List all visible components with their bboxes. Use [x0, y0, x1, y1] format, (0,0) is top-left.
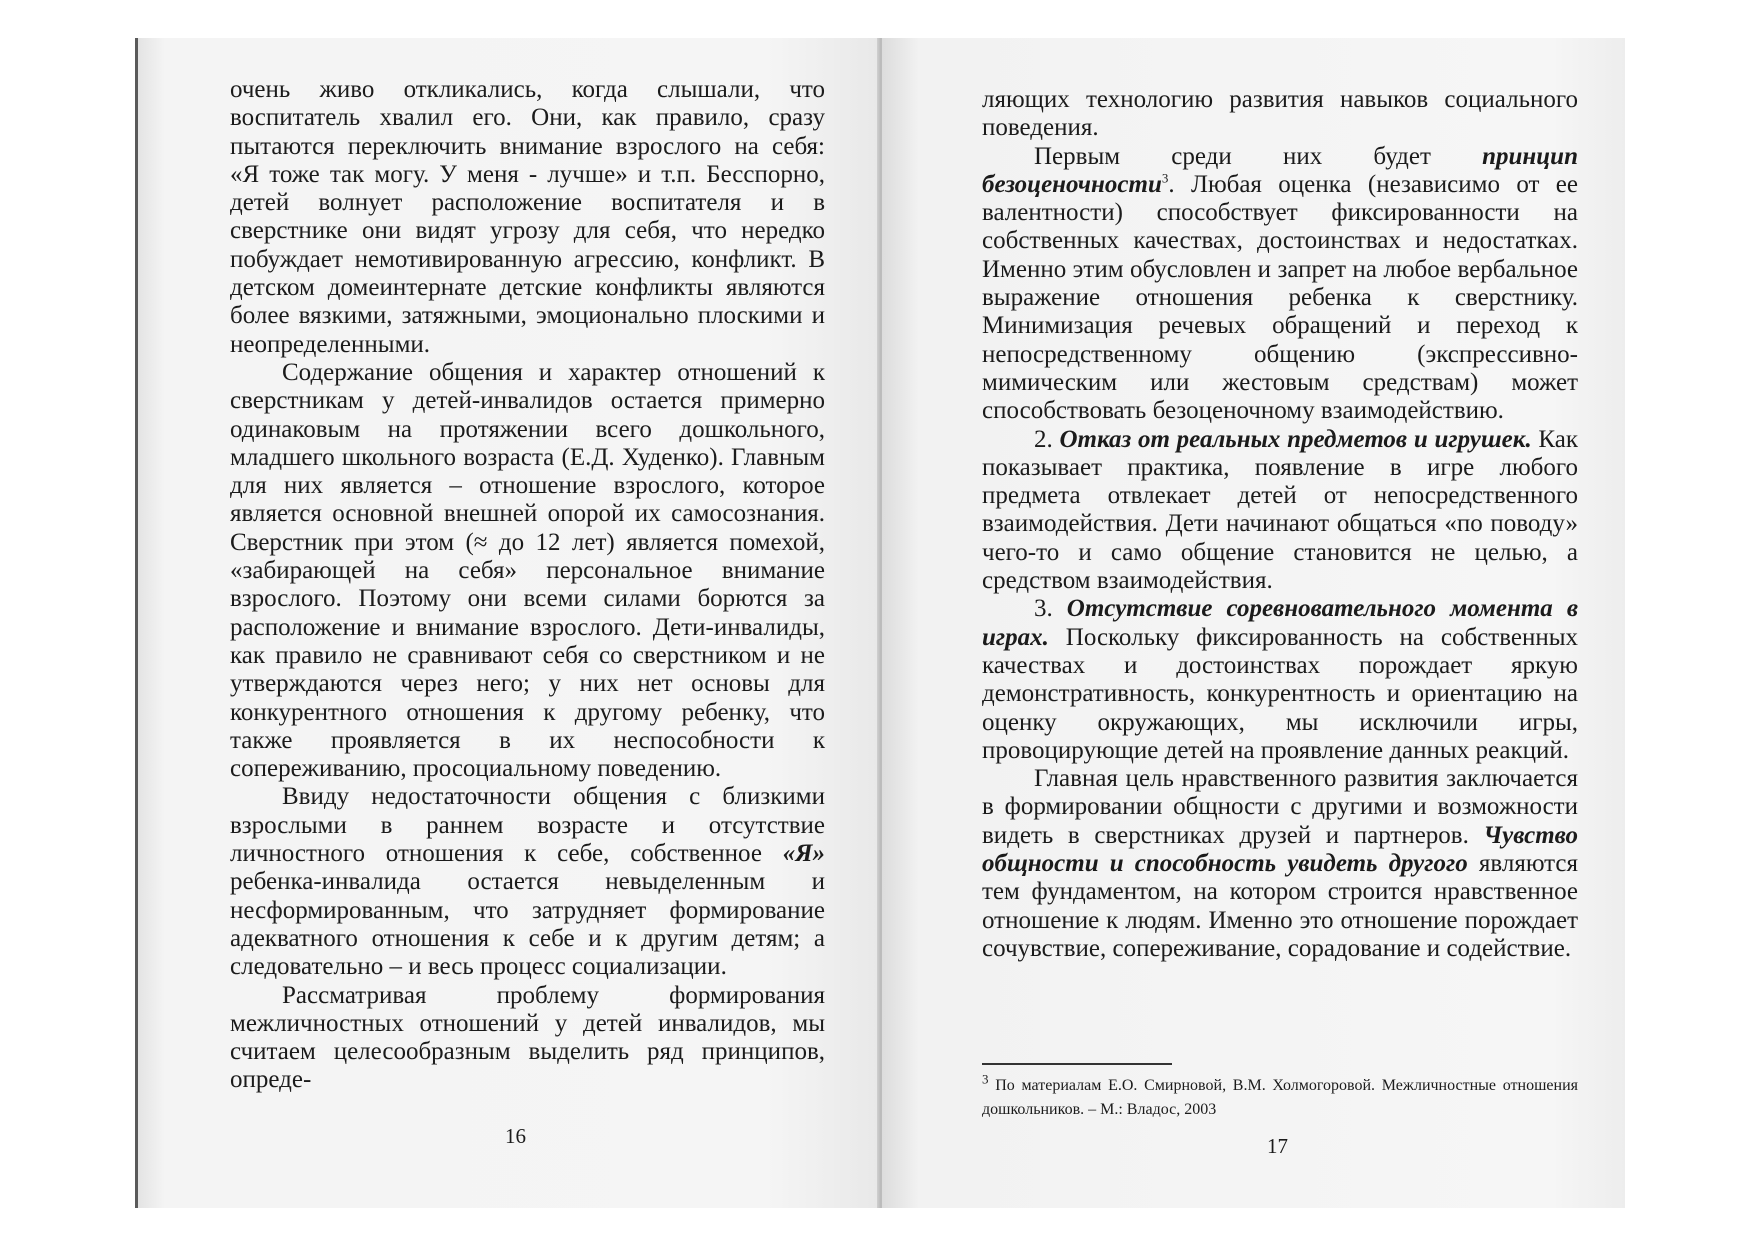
page-number: 17: [1267, 1134, 1288, 1158]
page-number: 16: [505, 1124, 526, 1148]
paragraph: Первым среди них будет принцип безоценочности$^3$. Любая оценка (независимо от ее валентности) способствует фиксированности на собственных качествах, достоинствах и недостатках. Именно этим обусловлен и запрет на любое вербальное выражение отношения ребенка к сверстнику. Минимизация речевых обращений и переход к непосредственному общению (экспрессивно-мимическим или жестовым средствам) может способствовать безоценочному взаимодействию.: [982, 142, 1578, 425]
paragraph: Содержание общения и характер отношений к сверстникам у детей-инвалидов остается примерно одинаковым на протяжении всего дошкольного, младшего школьного возраста (Е.Д. Худенко). Главным для них является – отношение взрослого, которое является основной внешней опорой их самосознания. Сверстник при этом (≈ до 12 лет) является помехой, «забирающей на себя» персональное внимание взрослого. Поэтому они всеми силами борются за расположение и внимание взрослого. Дети-инвалиды, как правило не сравнивают себя со сверстником и не утверждаются через него; у них нет основы для конкурентного отношения к другому ребенку, что также проявляется в их неспособности к сопереживанию, просоциальному поведению.: [230, 358, 825, 783]
paragraph: Ввиду недостаточности общения с близкими взрослыми в раннем возрасте и отсутствие личностного отношения к себе, собственное «Я» ребенка-инвалида остается невыделенным и несформированным, что затрудняет формирование адекватного отношения к себе и к другим детям; а следовательно – и весь процесс социализации.: [230, 783, 825, 981]
footnote-ref: 3: [1161, 170, 1169, 186]
paragraph: 2. Отказ от реальных предметов и игрушек. Как показывает практика, появление в игре любого предмета отвлекает детей от непосредственного взаимодействия. Дети начинают общаться «по поводу» чего-то и само общение становится не целью, а средством взаимодействия.: [982, 425, 1579, 595]
paragraph: ляющих технологию развития навыков социального поведения.: [982, 86, 1578, 142]
emphasis: Отказ от реальных предметов и игрушек.: [1059, 425, 1532, 453]
emphasis: Чувство общности и способность увидеть другого: [982, 821, 1578, 878]
book-spread-scan: [135, 38, 1625, 1208]
emphasis: «Я»: [782, 840, 825, 868]
left-page-body: [230, 76, 825, 1095]
right-page-body: [982, 86, 1578, 963]
footnote-number: 3: [982, 1071, 989, 1087]
paragraph: Главная цель нравственного развития заключается в формировании общности с другими и возможности видеть в сверстниках друзей и партнеров. Чувство общности и способность увидеть другого являются тем фундаментом, на котором строится нравственное отношение к людям. Именно это отношение порождает сочувствие, сопереживание, сорадование и содействие.: [982, 765, 1578, 962]
page-edge: [135, 38, 138, 1208]
paragraph: 3. Отсутствие соревновательного момента в играх. Поскольку фиксированность на собственных качествах и достоинствах порождает яркую демонстративность, конкурентность и ориентацию на оценку окружающих, мы исключили игры, провоцирующие детей на проявление данных реакций.: [982, 595, 1579, 764]
paragraph: Рассматривая проблему формирования межличностных отношений у детей инвалидов, мы считаем целесообразным выделить ряд принципов, опреде-: [230, 981, 825, 1094]
emphasis: принцип безоценочности: [982, 142, 1578, 198]
paragraph: очень живо откликались, когда слышали, что воспитатель хвалил его. Они, как правило, сразу пытаются переключить внимание взрослого на себя: «Я тоже так могу. У меня - лучше» и т.п. Бесспорно, детей волнует расположение воспитателя и в сверстнике они видят угрозу для себя, что нередко побуждает немотивированную агрессию, конфликт. В детском домеинтернате детские конфликты являются более вязкими, затяжными, эмоционально плоскими и неопределенными.: [230, 76, 825, 358]
footnote: $^3$ По материалам Е.О. Смирновой, В.М. Холмогоровой. Межличностные отношения дошкольников. – М.: Владос, 2003: [982, 1071, 1578, 1118]
emphasis: Отсутствие соревновательного момента в играх.: [982, 595, 1579, 651]
left-page: [135, 38, 880, 1208]
footnote-divider: [982, 1063, 1172, 1065]
right-page: [882, 38, 1625, 1208]
